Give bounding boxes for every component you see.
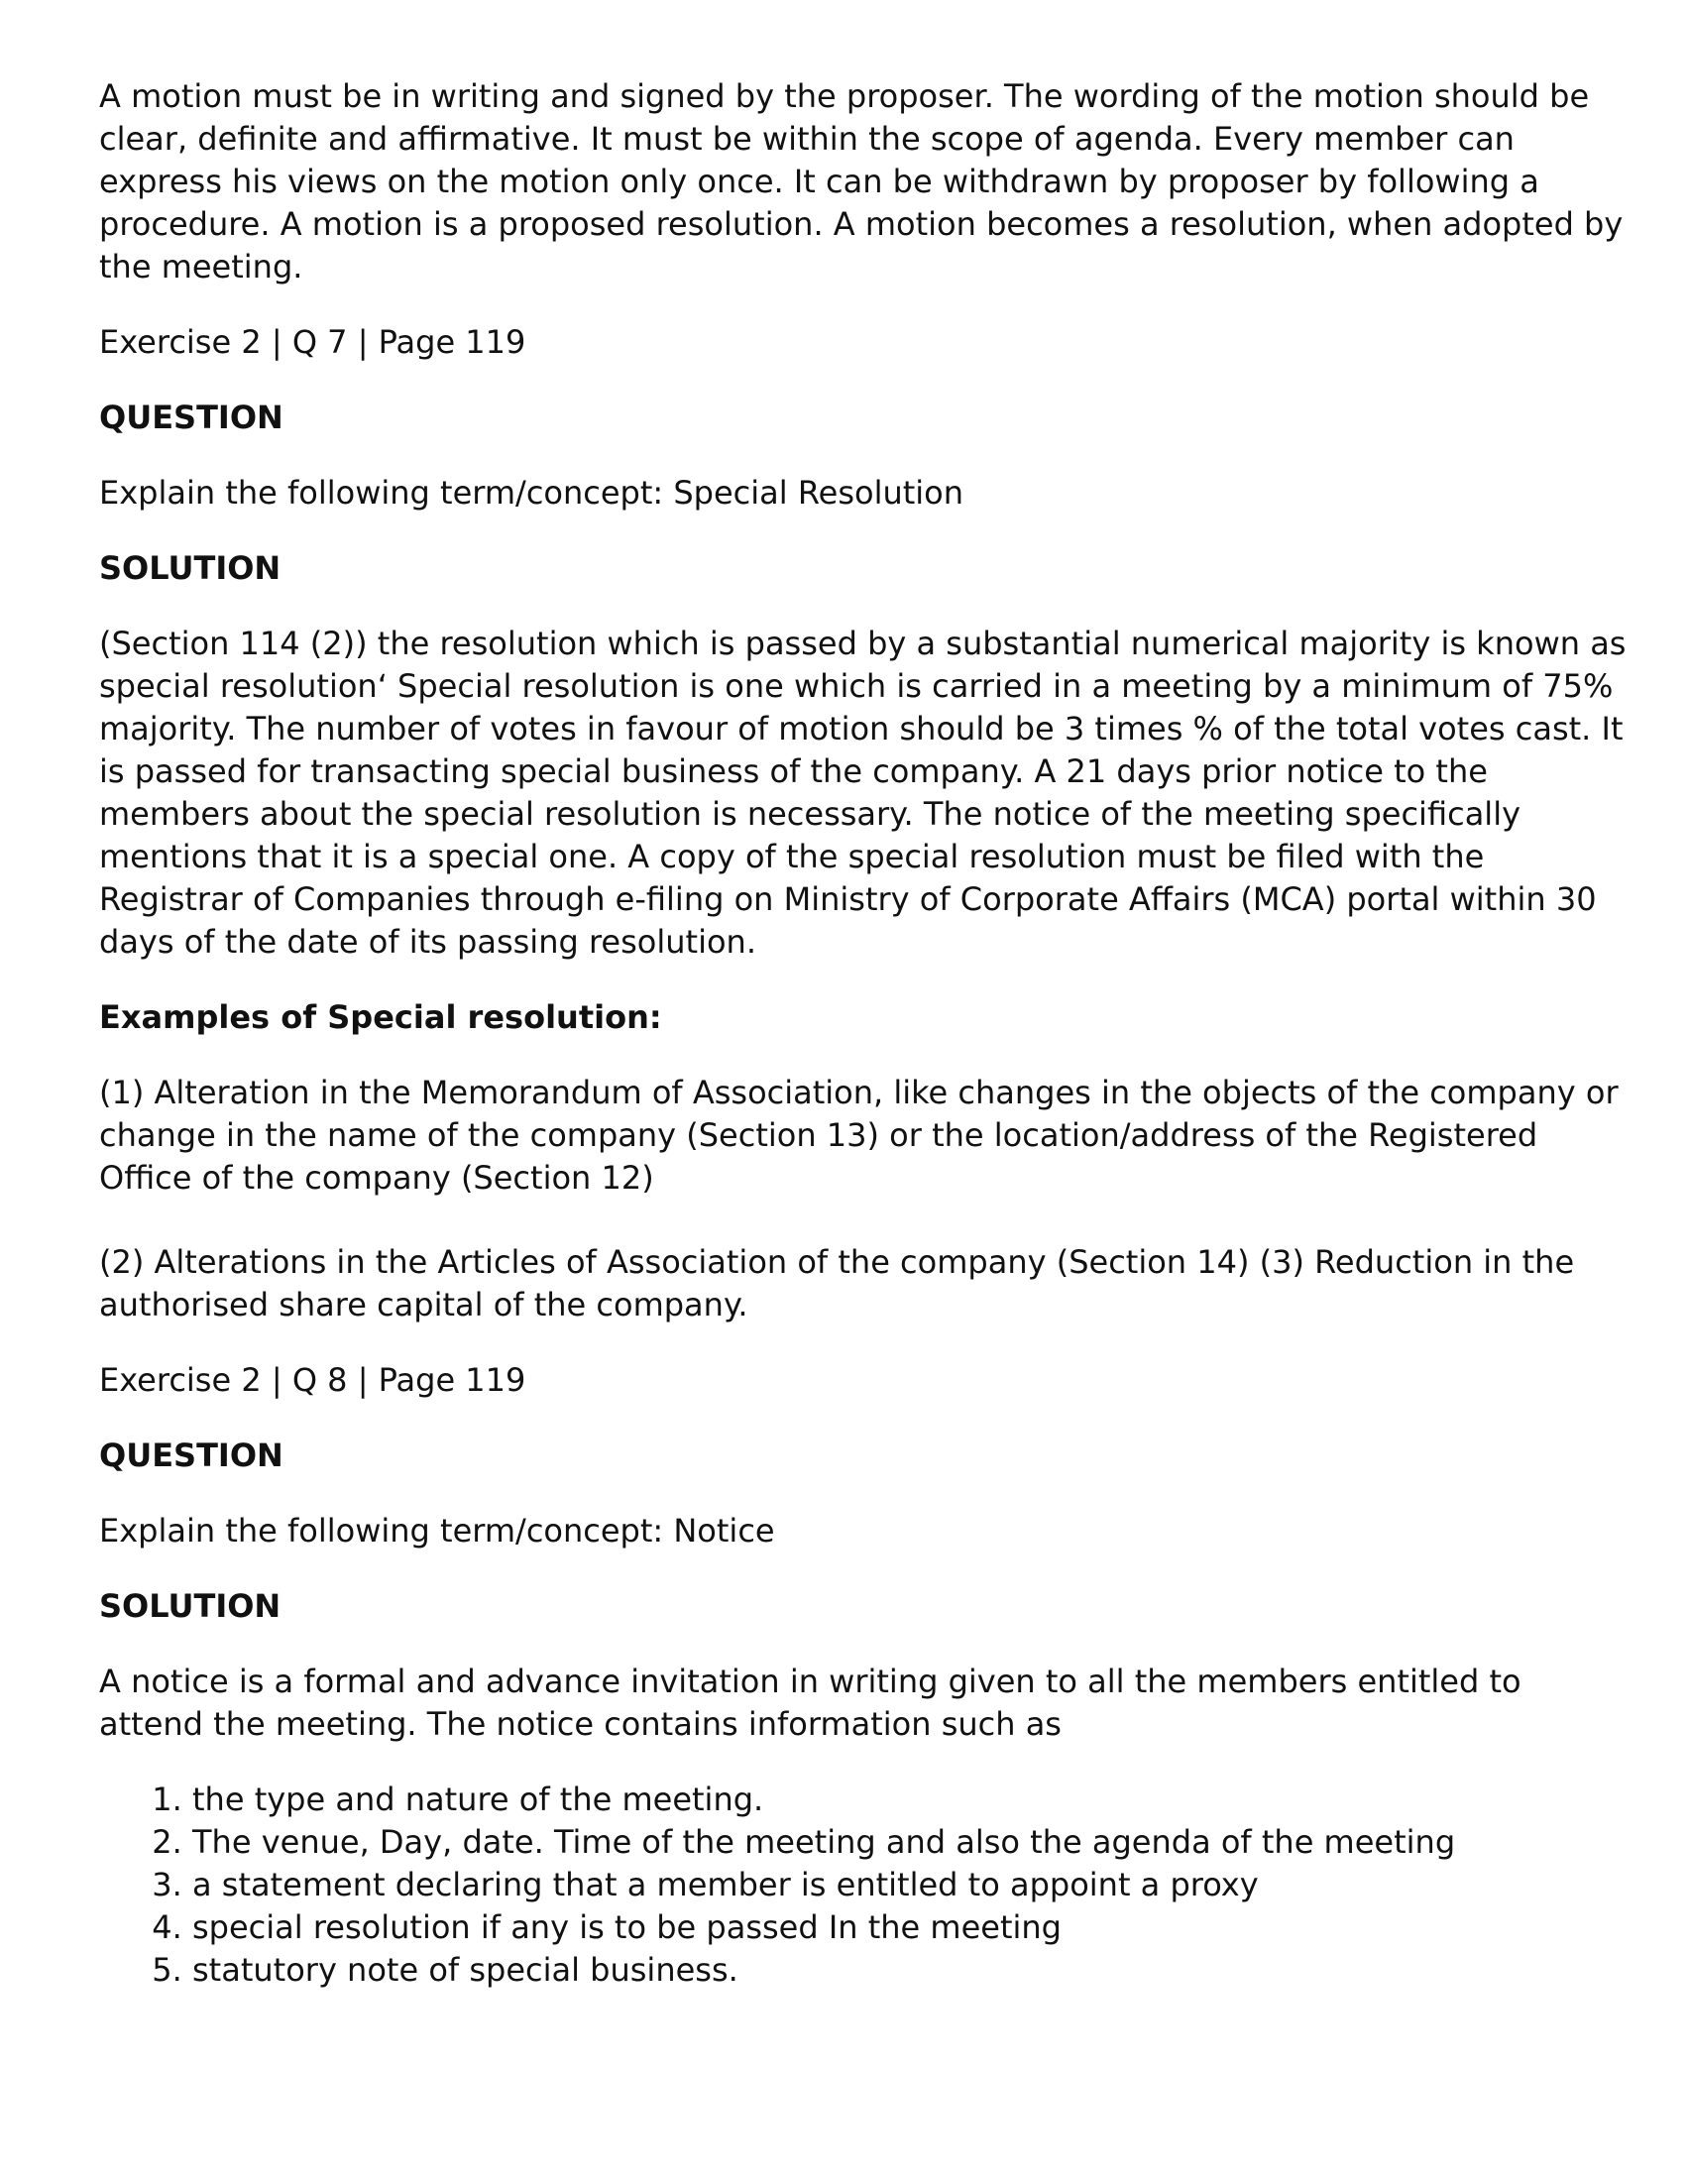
q8-question-heading: QUESTION [99,1437,283,1474]
q7-solution-text: (Section 114 (2)) the resolution which is passed by a substantial numerical majority is known as special resolution‘ Special resolution is one which is carried in a meeting by a minimum of 75% majority. The number of votes in favour of motion should be 3 times % of the total votes cast. It is passed for transacting special business of the company. A 21 days prior notice to the members about the special resolution is necessary. The notice of the meeting specifically mentions that it is a special one. A copy of the special resolution must be filed with the Registrar of Companies through e-filing on Ministry of Corporate Affairs (MCA) portal within 30 days of the date of its passing resolution. [99,625,1627,961]
q8-reference: Exercise 2 | Q 8 | Page 119 [99,1361,526,1399]
q8-question-text: Explain the following term/concept: Notice [99,1512,775,1550]
q8-solution-heading: SOLUTION [99,1587,281,1625]
q8-solution-text: A notice is a formal and advance invitation in writing given to all the members entitled to attend the meeting. The notice contains information such as [99,1663,1521,1743]
q7-question-heading: QUESTION [99,399,283,436]
q7-example-1: (1) Alteration in the Memorandum of Association, like changes in the objects of the company or change in the name of the company (Section 13) or the location/address of the Registered Office of the company (Section 12) [99,1074,1619,1197]
document-page [99,75,1631,1992]
notice-points-list [99,1779,1631,1992]
list-item: 5. statutory note of special business. [192,1949,1631,1992]
list-item: 3. a statement declaring that a member is entitled to appoint a proxy [192,1864,1631,1906]
list-item: 4. special resolution if any is to be passed In the meeting [192,1906,1631,1949]
q7-examples-heading: Examples of Special resolution: [99,998,662,1036]
list-item: 1. the type and nature of the meeting. [192,1779,1631,1821]
intro-paragraph: A motion must be in writing and signed by the proposer. The wording of the motion should be clear, definite and affirmative. It must be within the scope of agenda. Every member can express his views on the motion only once. It can be withdrawn by proposer by following a procedure. A motion is a proposed resolution. A motion becomes a resolution, when adopted by the meeting. [99,77,1624,286]
list-item: 2. The venue, Day, date. Time of the meeting and also the agenda of the meeting [192,1821,1631,1864]
q7-example-2: (2) Alterations in the Articles of Association of the company (Section 14) (3) Reduction in the authorised share capital of the company. [99,1243,1575,1323]
q7-solution-heading: SOLUTION [99,549,281,587]
q7-reference: Exercise 2 | Q 7 | Page 119 [99,323,526,361]
q7-question-text: Explain the following term/concept: Special Resolution [99,474,964,512]
